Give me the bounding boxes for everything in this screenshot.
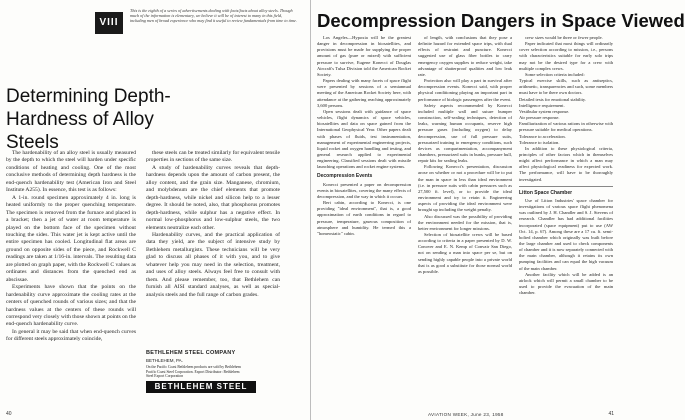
criteria-item: Detailed tests for emotional stability. bbox=[519, 96, 587, 102]
criteria-item: Vestibular system response. bbox=[519, 108, 570, 114]
criteria-item: Tolerance to acceleration. bbox=[519, 133, 566, 139]
left-column-1 bbox=[6, 150, 136, 344]
bethlehem-steel-logo: BETHLEHEM STEEL bbox=[146, 381, 256, 393]
paragraph: Following Konecci's presentation, discussion arose on whether or not a procedure will be to put the man in space in less than ideal environment (i.e. in pressure suits with cabin pressures such as 27,500 ft. level), or to provide the ideal environment and try to retain it. Engineering aspects of providing the ideal environment were brought up including the weight penalty. bbox=[418, 164, 512, 213]
paragraph: Another facility which will be added is an airlock which will permit a small chamber to be used to provide the evacuation of the main chamber. bbox=[519, 271, 613, 296]
criteria-item: Air pressure response. bbox=[519, 115, 560, 121]
paragraph: Experiments have shown that the points on the hardenability curve approximate the cooling rates at the centers of quenched rounds of various sizes; and that the hardness values at the centers of these rounds will correspond very closely with those shown at points on the end-quench hardenability curve. bbox=[6, 284, 136, 328]
paragraph: In addition to these physiological criteria, principles of other factors which in themselves might affect performance in which a man may affect physiological readiness for expected work. The performance, will have to be thoroughly investigated. bbox=[519, 145, 613, 182]
criteria-item: Intelligence requirement. bbox=[519, 102, 565, 108]
paragraph: Use of Litton Industries' space chamber for investigations of various space flight phenomena was outlined by J. H. Chandler and S. J. Stevens of research. Chandler has had additional facilities incorporated (space equipment) put to use (AW Oct. 14, p. 67). Among these are a 17 cu. ft. semi-bolted chamber which originally was built before the large chamber and used to check components of chamber and it is now separately connected with the main chamber, although it retains its own pumping facilities and can equal the high vacuum of the main chamber. bbox=[519, 197, 613, 271]
paragraph: Selection of biosatellite crews will be based according to criteria in a paper presented by D. W. Conover and E. N. Kemp of Convair San Diego, not on sending a man into space per se, but on sending highly capable people into a private world that is as good a substitute for those normal world as possible. bbox=[418, 232, 512, 274]
paragraph: of length, with conclusions that they pose a definite hazard for extended space trips, with dual effects of restraint and puncture. Konecci suggested use of glass fiber bottles to carry emergency oxygen supplies to reduce weight, take advantage of shatterproof qualities and low leak rate. bbox=[418, 35, 512, 77]
right-page bbox=[311, 0, 685, 420]
article-column-2 bbox=[418, 35, 512, 275]
section-heading: Decompression Events bbox=[317, 173, 373, 180]
paragraph: Konecci presented a paper on decompression events in biosatellites, covering the many effects of decompression, and the way in which it occurs. bbox=[317, 181, 411, 199]
paragraph: Paper indicated that most things will ordinarily cover selection according to mission, i.e., persons with characteristics suitable for early solo trips may not be the desired type for a crew with multiple complex crews. bbox=[519, 41, 613, 71]
distributor-note: On the Pacific Coast Bethlehem products are sold by Bethlehem Pacific Coast Steel Corporation. Export Distributor: Bethlehem Steel Export Corporation bbox=[146, 365, 241, 379]
section-divider bbox=[519, 186, 613, 187]
section-heading: Litton Space Chamber bbox=[519, 189, 573, 196]
magazine-footer: AVIATION WEEK, June 23, 1958 bbox=[428, 412, 504, 417]
criteria-item: Familiarization of various rations in otherwise with pressure suitable for medical operations. bbox=[519, 121, 613, 133]
left-page bbox=[0, 0, 311, 420]
paragraph: The hardenability of an alloy steel is usually measured by the depth to which the steel will harden under specific conditions of heating and cooling. One of the most conclusive methods of determining depth hardness is the end-quench hardenability test (American Iron and Steel Institute A255). In essence, this test is as follows: bbox=[6, 150, 136, 194]
ad-title: Determining Depth-Hardness of Alloy Steels bbox=[6, 86, 171, 153]
paragraph: A 1-in. round specimen approximately 4 in. long is heated uniformly to the proper quenching temperature. The specimen is removed from the furnace and placed in a bracket; then a jet of water at room temperature is played on the bottom face of the specimen without touching the sides. This water jet is kept active until the entire specimen has cooled. Longitudinal flat areas are ground on opposite sides of the piece, and Rockwell C readings are taken at 1/16-in. intervals. The resulting data are plotted on graph paper, with the Rockwell C values as ordinates and distances from the quenched end as abscissae. bbox=[6, 194, 136, 283]
company-name: BETHLEHEM STEEL COMPANY bbox=[146, 350, 236, 356]
paragraph: Hardenability curves, and the practical application of data they yield, are the subject of intensive study by Bethlehem metallurgists. These technicians will be very glad to discuss all phases of it with you, and to give whatever help you may need in the selection, treatment, and uses of alloy steels. Always feel free to consult with them. And please remember, too, that Bethlehem can furnish all AISI standard analyses, as well as special-analysis steels and the full range of carbon grades. bbox=[146, 231, 280, 298]
series-badge: VIII bbox=[95, 12, 123, 34]
paragraph: Los Angeles—Hypoxia will be the greatest danger in decompression in biosatellites, and provisions must be made for supplying the proper amount of gas (pure or mixed) with sufficient pressure to survive, Eugene Konecci of Douglas Aircraft's Tulsa Division told the American Rocket Society. bbox=[317, 35, 411, 77]
paragraph: these steels can be treated similarly for equivalent tensile properties in sections of the same size. bbox=[146, 150, 280, 164]
paragraph: Also discussed was the possibility of providing the environment needed for the mission, that is, better environment for longer missions. bbox=[418, 213, 512, 231]
paragraph: Safety aspects recommended by Konecci included multiple wall and suture bumper construction, self-sealing techniques, detection of leaks, warning human occupants, reserve high pressure gases (including oxygen) to delay decompression, use of full pressure suits, pressurized training to emergency conditions, such devices as compartmentation, accompanyment chambers, pressurized suits in bunks, pressure hull, repair kits for sealing leaks. bbox=[418, 102, 512, 164]
paragraph: In general it may be said that when end-quench curves for different steels approximately coincide, bbox=[6, 328, 136, 343]
article-column-1 bbox=[317, 35, 411, 237]
criteria-item: Tolerance to isolation. bbox=[519, 139, 560, 145]
paragraph: Bert cabin, according to Konecci, is one providing "ideal environment", that is, a good approximation of earth conditions in regard to pressure, temperature, gaseous composition of atmosphere and humidity. He termed this a "homeostatic" cabin. bbox=[317, 200, 411, 236]
paragraph: Open sessions dealt with guidance of space vehicles, flight dynamics of space vehicles, biosatellites and data on space gained from the International Geophysical Year. Other papers dealt with phases of fluids, test instrumentation, management of experimental engineering projects, liquid rocket and oxygen handling and testing, and general research applied to experimental engineering. Classified sessions dealt with missile launching operations and rocket engine systems. bbox=[317, 108, 411, 170]
company-city: BETHLEHEM, PA. bbox=[146, 358, 183, 363]
company-signature bbox=[146, 350, 298, 391]
paragraph: Protection also will play a part in survival after decompression events. Konecci said, with proper physical conditioning playing an important part in performance of biologic passengers after the event. bbox=[418, 78, 512, 102]
article-column-3 bbox=[519, 35, 613, 296]
paragraph: Papers dealing with many facets of space flight were presented by sessions of a semiannual meeting of the American Rocket Society here, with attendance at the gathering reaching approximately 3,600 persons. bbox=[317, 78, 411, 108]
article-title: Decompression Dangers in Space Viewed bbox=[317, 10, 685, 31]
left-column-2 bbox=[146, 150, 280, 299]
page-number-right: 41 bbox=[608, 411, 614, 417]
paragraph: Some selection criteria included: bbox=[525, 71, 585, 77]
page-number-left: 40 bbox=[6, 411, 12, 417]
criteria-item: Typical exercise skills, such as antiseptics, arithmetic, transparencies and such, some members must have to be there own doctors. bbox=[519, 78, 613, 96]
series-intro: This is the eighth of a series of advertisements dealing with facts/facts about alloy steels. Though much of the information is elementary, we believe it will be of interest to many in this field, including men of broad experience who may find it useful to review fundamentals from time to time. bbox=[130, 8, 297, 24]
paragraph: A study of hardenability curves reveals that depth-hardness depends upon the amount of carbon present, the alloy content, and the grain size. Manganese, chromium, and molybdenum are the chief elements that promote depth-hardness, while nickel and silicon help to a lesser degree. It should be noted, also, that phosphorus promotes depth-hardness, while sulphur has a negative effect. In normal low-phosphorus and low-sulphur steels, the two elements neutralize each other. bbox=[146, 164, 280, 231]
paragraph: crew sizes would be three or fewer people. bbox=[525, 35, 603, 40]
